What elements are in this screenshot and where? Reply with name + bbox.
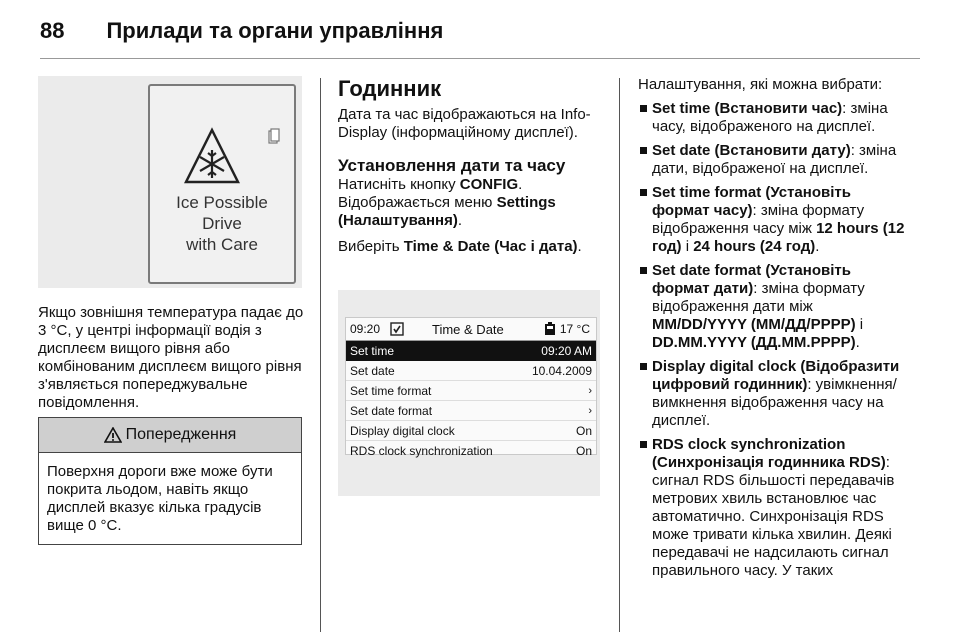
page-number: 88 bbox=[40, 18, 65, 43]
row-label: RDS clock synchronization bbox=[350, 443, 493, 458]
instruction-config bbox=[338, 176, 604, 194]
option-description: : зміна часу, відображеного на дисплеї. bbox=[652, 100, 888, 135]
row-label: Set time format bbox=[350, 383, 432, 398]
options-list bbox=[638, 100, 908, 580]
option-set-date bbox=[638, 142, 908, 178]
instruction-config-text: Натисніть кнопку bbox=[338, 176, 460, 193]
page-title: Прилади та органи управління bbox=[106, 18, 444, 43]
row-value: On bbox=[575, 423, 592, 438]
ice-warning-figure bbox=[38, 76, 302, 288]
warning-header bbox=[39, 418, 301, 453]
column-divider-2 bbox=[619, 78, 620, 632]
option-description: : увімкнення/вимкнення відображення часу на дисплеї. bbox=[652, 376, 897, 429]
ice-text-line-1: Ice Possible bbox=[176, 193, 268, 212]
clock-menu-icon bbox=[390, 322, 404, 336]
config-button-name: CONFIG bbox=[459, 176, 519, 193]
option-name: Set time format (Установіть формат часу) bbox=[652, 184, 851, 219]
format-dmy: DD.MM.YYYY (ДД.ММ.РРРР) bbox=[652, 334, 856, 351]
ice-text-line-3: with Care bbox=[186, 235, 258, 254]
document-icon bbox=[268, 128, 280, 146]
page-header bbox=[40, 14, 443, 48]
settings-menu-name: Settings (Налаштування) bbox=[338, 194, 556, 229]
instruction-settings-text: Відображається меню bbox=[338, 194, 497, 211]
chevron-right-icon: › bbox=[588, 384, 592, 397]
menu-row-set-date[interactable] bbox=[346, 361, 596, 381]
option-set-time-format bbox=[638, 184, 908, 256]
sentence-end: . bbox=[815, 238, 820, 255]
ice-warning-text bbox=[150, 192, 294, 255]
warning-title: Попередження bbox=[125, 426, 237, 443]
ice-text-line-2: Drive bbox=[202, 214, 242, 233]
column-2 bbox=[338, 76, 604, 256]
row-label: Display digital clock bbox=[350, 423, 455, 438]
sentence-end: . bbox=[855, 334, 860, 351]
format-mdy: MM/DD/YYYY (ММ/ДД/РРРР) bbox=[652, 316, 856, 333]
instruction-config-end: . bbox=[518, 176, 523, 193]
row-value: 09:20 AM bbox=[541, 343, 592, 358]
option-description: : сигнал RDS більшості передавачів метрових хвиль встановлює час автоматично. Синхронізація RDS може тривати кілька хвилин. Деякі передавачі не надсилають сигнал правильного часу. У таких bbox=[652, 454, 895, 579]
column-divider-1 bbox=[320, 78, 321, 632]
menu-row-set-time-format[interactable] bbox=[346, 381, 596, 401]
time-date-menu-name: Time & Date (Час і дата) bbox=[403, 238, 578, 255]
menu-row-set-time[interactable] bbox=[346, 341, 596, 361]
format-24h: 24 hours (24 год) bbox=[693, 238, 816, 255]
instruction-settings bbox=[338, 194, 604, 230]
option-name: Set date format (Установіть формат дати) bbox=[652, 262, 851, 297]
row-label: Set time bbox=[350, 343, 395, 358]
option-set-time bbox=[638, 100, 908, 136]
option-name: Set time (Встановити час) bbox=[652, 100, 843, 117]
ice-paragraph: Якщо зовнішня температура падає до 3 °C, у центрі інформації водія з дисплеєм вищого рівня або комбінованим дисплеєм вищого рівня з'являється попереджувальне повідомлення. bbox=[38, 304, 304, 411]
temperature-value: 17 °C bbox=[559, 322, 590, 336]
option-display-digital-clock bbox=[638, 358, 908, 430]
menu-row-display-digital-clock[interactable] bbox=[346, 421, 596, 441]
instruction-settings-end: . bbox=[457, 212, 463, 229]
option-description: : зміна формату відображення дати між bbox=[652, 280, 865, 315]
header-rule bbox=[40, 58, 920, 59]
instruction-select bbox=[338, 238, 604, 256]
clock-intro: Дата та час відображаються на Info-Display (інформаційному дисплеї). bbox=[338, 106, 591, 141]
set-date-time-heading: Установлення дати та часу bbox=[338, 156, 566, 175]
ice-display-panel bbox=[148, 84, 296, 284]
warning-text: Поверхня дороги вже може бути покрита льодом, навіть якщо дисплей вказує кілька градусів вище 0 °C. bbox=[47, 463, 273, 534]
time-date-display-figure bbox=[338, 290, 600, 496]
chevron-right-icon: › bbox=[588, 404, 592, 417]
display-title: Time & Date bbox=[432, 321, 504, 337]
row-label: Set date bbox=[350, 363, 395, 378]
battery-icon bbox=[544, 322, 556, 336]
display-screen bbox=[345, 317, 597, 458]
options-intro: Налаштування, які можна вибрати: bbox=[638, 76, 883, 93]
display-clock: 09:20 bbox=[350, 322, 381, 336]
display-temperature bbox=[544, 322, 590, 336]
option-name: RDS clock synchronization (Синхронізація годинника RDS) bbox=[652, 436, 886, 471]
column-3 bbox=[638, 76, 908, 586]
clock-heading: Годинник bbox=[338, 76, 442, 101]
display-status-bar bbox=[346, 318, 596, 341]
option-set-date-format bbox=[638, 262, 908, 352]
menu-row-set-date-format[interactable] bbox=[346, 401, 596, 421]
instruction-select-end: . bbox=[577, 238, 582, 255]
row-label: Set date format bbox=[350, 403, 433, 418]
option-name: Set date (Встановити дату) bbox=[652, 142, 851, 159]
warning-box bbox=[38, 417, 302, 545]
column-1 bbox=[38, 76, 304, 412]
menu-row-rds-clock-sync[interactable] bbox=[346, 441, 596, 460]
option-description: : зміна формату відображення часу між bbox=[652, 202, 865, 237]
conjunction: і bbox=[855, 316, 864, 333]
row-value: 10.04.2009 bbox=[531, 363, 592, 378]
row-value: On bbox=[575, 443, 592, 458]
ice-snowflake-warning-icon bbox=[184, 126, 240, 186]
option-rds-clock-sync bbox=[638, 436, 908, 580]
option-name: Display digital clock (Відобразити цифровий годинник) bbox=[652, 358, 900, 393]
conjunction: і bbox=[681, 238, 694, 255]
instruction-select-text: Виберіть bbox=[338, 238, 404, 255]
option-description: : зміна дати, відображеної на дисплеї. bbox=[652, 142, 897, 177]
warning-triangle-icon bbox=[104, 427, 122, 443]
format-12h: 12 hours (12 год) bbox=[652, 220, 905, 255]
